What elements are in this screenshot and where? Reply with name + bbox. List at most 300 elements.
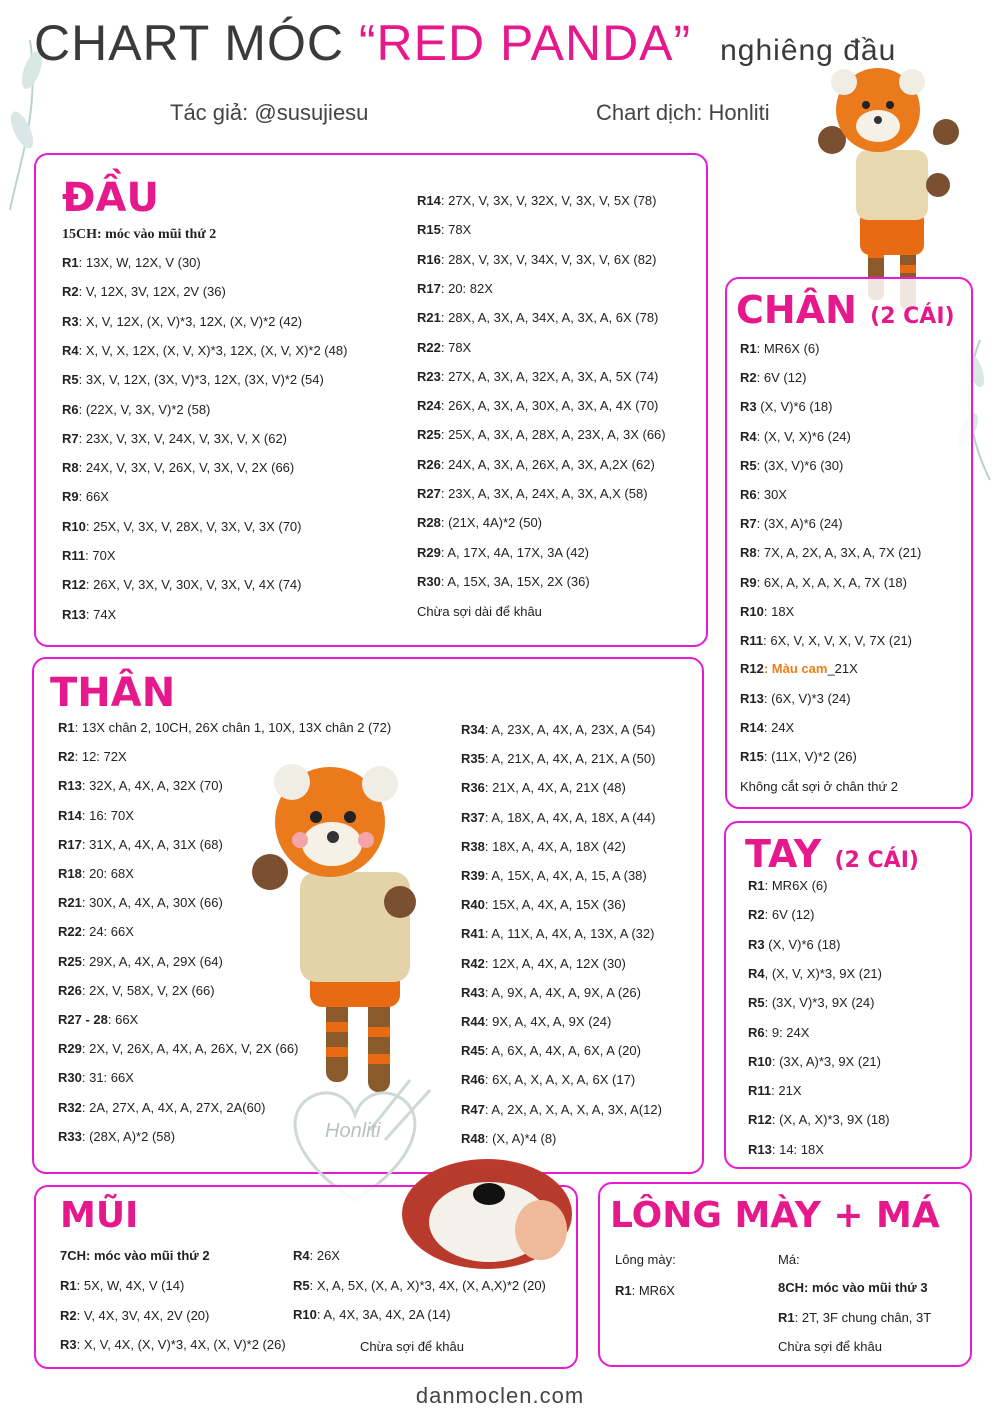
head-left-row-value: : (22X, V, 3X, V)*2 (58) <box>78 401 211 417</box>
nose-right-row-value: : A, 4X, 3A, 4X, 2A (14) <box>316 1307 451 1322</box>
leg-row-key: R10 <box>740 603 764 619</box>
head-right-row-key: R22 <box>417 339 441 355</box>
leg-row-key: R9 <box>740 574 757 590</box>
body-right-row <box>461 1043 641 1058</box>
head-intro: 15CH: móc vào mũi thứ 2 <box>62 227 217 242</box>
leg-2-row-key: R13 <box>740 691 764 706</box>
nose-left-row <box>60 1308 209 1323</box>
arm-row-value: : 21X <box>771 1083 802 1099</box>
translator: Chart dịch: Honliti <box>596 100 770 125</box>
head-right-row-value: : 26X, A, 3X, A, 30X, A, 3X, A, 4X (70) <box>440 398 659 414</box>
leg-row-key: R3 <box>740 399 757 415</box>
body-right-row <box>461 722 655 737</box>
arm-row <box>748 1054 881 1069</box>
body-right-row <box>461 839 626 854</box>
nose-right-row-value: : X, A, 5X, (X, A, X)*3, 4X, (X, A,X)*2 (20) <box>309 1277 546 1293</box>
arm-row <box>748 1083 802 1098</box>
body-right-row <box>461 926 654 941</box>
arm-row-key: R12 <box>748 1112 772 1128</box>
leg-row <box>740 633 912 648</box>
body-right-row-value: : 6X, A, X, A, X, A, 6X (17) <box>484 1072 636 1088</box>
cheek-label: Má: <box>778 1252 800 1267</box>
head-right-row-key: R29 <box>417 544 441 560</box>
body-right-row-value: : A, 6X, A, 4X, A, 6X, A (20) <box>484 1043 641 1059</box>
head-right-row <box>417 310 658 325</box>
nose-left-row-value: : X, V, 4X, (X, V)*3, 4X, (X, V)*2 (26) <box>76 1337 286 1352</box>
head-right-row-value: : 78X <box>440 339 472 355</box>
title-suffix: nghiêng đầu <box>720 34 897 67</box>
leg-row-r12 <box>740 661 858 676</box>
leg-row-value: (X, V)*6 (18) <box>756 399 833 415</box>
body-left-row-value: : 31X, A, 4X, A, 31X (68) <box>81 836 223 852</box>
body-left-row-value: : 2A, 27X, A, 4X, A, 27X, 2A(60) <box>81 1099 266 1115</box>
leg-row-key: R5 <box>740 457 757 473</box>
arm-row-value: : (X, A, X)*3, 9X (18) <box>771 1112 890 1128</box>
author: Tác giả: @susujiesu <box>170 100 369 125</box>
head-right-row-key: R16 <box>417 251 441 267</box>
body-right-row-key: R40 <box>461 897 485 913</box>
leg-heading-count: (2 CÁI) <box>870 304 955 329</box>
body-left-row <box>58 895 223 910</box>
body-right-row <box>461 780 626 795</box>
arm-row-value: : 14: 18X <box>771 1141 824 1157</box>
body-left-row-value: : 66X <box>107 1012 139 1027</box>
cheek-r1-value: : 2T, 3F chung chân, 3T <box>794 1310 932 1325</box>
head-heading: ĐẦU <box>62 175 159 221</box>
head-right-row <box>417 398 658 413</box>
body-left-row-key: R14 <box>58 807 82 823</box>
arm-row-value: : 9: 24X <box>764 1024 810 1040</box>
arm-row-key: R6 <box>748 1024 765 1040</box>
head-left-row <box>62 372 324 387</box>
body-right-row-key: R47 <box>461 1101 485 1117</box>
body-left-row-value: : 2X, V, 26X, A, 4X, A, 26X, V, 2X (66) <box>81 1041 299 1057</box>
body-left-row-value: : (28X, A)*2 (58) <box>81 1128 176 1144</box>
body-right-row-key: R39 <box>461 868 485 883</box>
brow-cheek-heading: LÔNG MÀY + MÁ <box>610 1195 940 1236</box>
body-left-row-value: : 31: 66X <box>81 1070 134 1086</box>
arm-row-value: : MR6X (6) <box>764 878 828 893</box>
nose-right-row <box>293 1248 340 1263</box>
body-left-row-key: R21 <box>58 895 82 911</box>
leg-row <box>740 399 832 414</box>
head-left-row-value: : 3X, V, 12X, (3X, V)*3, 12X, (3X, V)*2 (54) <box>78 372 324 388</box>
leg-2-row-key: R15 <box>740 749 764 765</box>
brow-r1-key: R1 <box>615 1283 632 1298</box>
body-left-row-key: R29 <box>58 1041 82 1057</box>
leg-r12-rest: _21X <box>827 661 858 676</box>
body-right-row-value: : A, 2X, A, X, A, X, A, 3X, A(12) <box>484 1101 662 1117</box>
leg-row-key: R4 <box>740 428 757 444</box>
leg-row-value: : (3X, A)*6 (24) <box>756 516 843 532</box>
head-right-row <box>417 457 655 472</box>
body-right-row <box>461 985 641 1000</box>
leg-row <box>740 487 787 502</box>
head-right-row <box>417 574 590 589</box>
body-left-row-key: R22 <box>58 924 82 940</box>
body-right-row <box>461 1072 635 1087</box>
head-left-row-key: R12 <box>62 577 86 593</box>
head-right-row-value: : 27X, V, 3X, V, 32X, V, 3X, V, 5X (78) <box>440 193 657 208</box>
arm-row <box>748 966 882 981</box>
body-left-row <box>58 1100 265 1115</box>
body-right-row-key: R44 <box>461 1014 485 1029</box>
body-right-row-value: : 15X, A, 4X, A, 15X (36) <box>484 897 626 913</box>
leg-row <box>740 575 907 590</box>
body-right-row-value: : A, 18X, A, 4X, A, 18X, A (44) <box>484 809 656 825</box>
head-left-row <box>62 343 347 358</box>
nose-left-row-value: : V, 4X, 3V, 4X, 2V (20) <box>76 1307 210 1323</box>
arm-row-key: R11 <box>748 1083 772 1099</box>
head-left-row-value: : 74X <box>85 606 117 622</box>
head-left-row-key: R11 <box>62 548 86 563</box>
arm-row-key: R5 <box>748 995 765 1011</box>
body-left-row <box>58 749 127 764</box>
head-left-row-key: R9 <box>62 489 79 505</box>
arm-row <box>748 995 874 1010</box>
head-left-row-key: R1 <box>62 255 79 270</box>
body-left-row-key: R25 <box>58 953 82 969</box>
body-right-row-value: : A, 9X, A, 4X, A, 9X, A (26) <box>484 984 641 1000</box>
body-right-row-value: : A, 21X, A, 4X, A, 21X, A (50) <box>484 751 656 767</box>
body-right-row-key: R41 <box>461 926 485 942</box>
head-left-row <box>62 431 287 446</box>
body-left-row <box>58 866 134 881</box>
head-left-row <box>62 548 116 563</box>
red-panda-photo-center <box>250 762 450 1092</box>
arm-row-key: R2 <box>748 907 765 923</box>
head-right-row-value: : 20: 82X <box>440 280 493 296</box>
head-left-row <box>62 577 301 592</box>
arm-row-value: (X, V)*6 (18) <box>764 936 841 952</box>
cheek-r1-key: R1 <box>778 1310 795 1325</box>
body-left-row-value: : 20: 68X <box>81 866 134 881</box>
body-right-row <box>461 897 626 912</box>
head-left-row-value: : 25X, V, 3X, V, 28X, V, 3X, V, 3X (70) <box>85 518 302 534</box>
leg-2-row-key: R14 <box>740 720 764 736</box>
arm-row <box>748 1112 890 1127</box>
leg-row <box>740 516 843 531</box>
head-right-row-key: R24 <box>417 398 441 414</box>
head-right-row <box>417 369 658 384</box>
arm-row <box>748 937 840 952</box>
body-left-row <box>58 1012 138 1027</box>
head-right-row <box>417 193 656 208</box>
head-right-row-value: : 25X, A, 3X, A, 28X, A, 23X, A, 3X (66) <box>440 427 666 443</box>
head-left-row-key: R7 <box>62 430 79 446</box>
arm-row <box>748 878 827 893</box>
head-right-row-key: R14 <box>417 193 441 208</box>
head-right-row-value: : 28X, A, 3X, A, 34X, A, 3X, A, 6X (78) <box>440 310 659 326</box>
body-left-row-value: : 32X, A, 4X, A, 32X (70) <box>81 778 223 794</box>
leg-row <box>740 545 921 560</box>
head-right-row-value: : (21X, 4A)*2 (50) <box>440 515 543 531</box>
leg-row <box>740 604 794 619</box>
arm-row-key: R10 <box>748 1053 772 1069</box>
head-left-row-key: R2 <box>62 284 79 300</box>
nose-intro: 7CH: móc vào mũi thứ 2 <box>60 1248 210 1263</box>
arm-row-key: R1 <box>748 878 765 893</box>
leg-2-row <box>740 749 857 764</box>
nose-right-row-value: : 26X <box>309 1248 340 1263</box>
page-title <box>34 14 896 72</box>
body-right-row-key: R46 <box>461 1072 485 1088</box>
arm-row-value: , (X, V, X)*3, 9X (21) <box>764 965 882 981</box>
cheek-r1 <box>778 1310 931 1325</box>
body-right-row-value: : A, 23X, A, 4X, A, 23X, A (54) <box>484 722 656 737</box>
body-right-row-key: R42 <box>461 955 485 971</box>
leg-row-value: : MR6X (6) <box>756 341 820 356</box>
head-right-row-key: R28 <box>417 515 441 531</box>
leg-row-value: : (3X, V)*6 (30) <box>756 457 844 473</box>
leg-note: Không cắt sợi ở chân thứ 2 <box>740 779 899 794</box>
body-left-row-key: R2 <box>58 749 75 765</box>
leg-2-row-value: : 24X <box>763 720 795 736</box>
body-right-row-value: : A, 11X, A, 4X, A, 13X, A (32) <box>484 926 655 942</box>
arm-heading-label: TAY <box>745 832 822 876</box>
body-right-row <box>461 956 626 971</box>
leg-row <box>740 341 819 356</box>
body-left-row-key: R32 <box>58 1099 82 1115</box>
head-left-row <box>62 284 226 299</box>
head-left-row-key: R10 <box>62 518 86 534</box>
leg-row-value: : 6X, V, X, V, X, V, 7X (21) <box>763 633 913 648</box>
leg-2-row-value: : (11X, V)*2 (26) <box>763 749 857 765</box>
head-right-row-key: R30 <box>417 573 441 589</box>
leg-r12-key: R12 <box>740 661 764 676</box>
head-right-row <box>417 281 493 296</box>
nose-right-row-key: R10 <box>293 1307 317 1322</box>
body-right-row <box>461 868 647 883</box>
head-right-row-key: R27 <box>417 486 441 501</box>
body-left-row <box>58 720 391 735</box>
head-right-row-key: R25 <box>417 427 441 443</box>
leg-row-value: : 7X, A, 2X, A, 3X, A, 7X (21) <box>756 545 922 561</box>
nose-left-row-key: R1 <box>60 1278 77 1293</box>
leg-row-value: : 30X <box>756 487 787 502</box>
leg-row <box>740 370 806 385</box>
head-left-row <box>62 519 301 534</box>
body-right-row <box>461 1131 556 1146</box>
head-right-row-value: : 23X, A, 3X, A, 24X, A, 3X, A,X (58) <box>440 486 648 501</box>
nose-right-row <box>293 1278 546 1293</box>
body-left-row <box>58 808 134 823</box>
body-right-row-key: R38 <box>461 838 485 854</box>
body-right-row <box>461 810 655 825</box>
leg-row-value: : 6X, A, X, A, X, A, 7X (18) <box>756 574 907 590</box>
head-right-row <box>417 222 471 237</box>
body-left-row-key: R18 <box>58 866 82 881</box>
nose-note: Chừa sợi để khâu <box>360 1339 464 1354</box>
leg-row-key: R11 <box>740 633 764 648</box>
body-left-row-key: R17 <box>58 836 82 852</box>
head-right-row <box>417 486 648 501</box>
body-left-row-key: R27 - 28 <box>58 1012 108 1027</box>
body-left-row <box>58 954 223 969</box>
body-left-row <box>58 837 223 852</box>
head-left-row-value: : V, 12X, 3V, 12X, 2V (36) <box>78 284 226 300</box>
head-right-row-value: : A, 17X, 4A, 17X, 3A (42) <box>440 544 590 560</box>
cheek-note: Chừa sợi để khâu <box>778 1339 882 1354</box>
head-right-row-key: R15 <box>417 222 441 238</box>
body-left-row <box>58 778 223 793</box>
head-right-row <box>417 252 656 267</box>
head-left-row-key: R8 <box>62 460 79 476</box>
head-left-row-value: : 70X <box>85 548 116 563</box>
cheek-intro: 8CH: móc vào mũi thứ 3 <box>778 1280 928 1295</box>
body-left-row-key: R1 <box>58 720 75 735</box>
body-right-row <box>461 1014 611 1029</box>
body-right-row <box>461 751 655 766</box>
head-left-row-value: : 13X, W, 12X, V (30) <box>78 255 201 270</box>
leg-row-key: R8 <box>740 545 757 561</box>
head-right-row <box>417 515 542 530</box>
leg-row <box>740 429 851 444</box>
head-left-row-key: R5 <box>62 372 79 388</box>
head-left-row-value: : 23X, V, 3X, V, 24X, V, 3X, V, X (62) <box>78 430 288 446</box>
head-left-row-key: R6 <box>62 401 79 417</box>
leg-r12-color: : Màu cam <box>763 661 828 676</box>
body-left-row <box>58 1129 175 1144</box>
body-left-row-key: R13 <box>58 778 82 794</box>
body-left-row-key: R33 <box>58 1128 82 1144</box>
leg-row <box>740 458 843 473</box>
head-left-row-key: R3 <box>62 313 79 329</box>
head-right-row-value: : 28X, V, 3X, V, 34X, V, 3X, V, 6X (82) <box>440 251 657 267</box>
leg-2-row <box>740 691 851 706</box>
nose-left-row-key: R3 <box>60 1337 77 1352</box>
nose-right-row-key: R4 <box>293 1248 310 1263</box>
body-left-row-key: R30 <box>58 1070 82 1086</box>
head-left-row-value: : X, V, X, 12X, (X, V, X)*3, 12X, (X, V, X)*2 (48) <box>78 342 348 358</box>
body-left-row <box>58 1070 134 1085</box>
title-prefix: CHART MÓC <box>34 15 344 71</box>
head-right-row-key: R21 <box>417 310 441 326</box>
body-left-row-value: : 12: 72X <box>74 749 127 765</box>
head-right-row-value: : 27X, A, 3X, A, 32X, A, 3X, A, 5X (74) <box>440 368 659 384</box>
leg-row-value: : 18X <box>763 603 795 619</box>
leg-heading-label: CHÂN <box>736 288 857 332</box>
body-right-row-key: R43 <box>461 984 485 1000</box>
head-right-row-key: R26 <box>417 456 441 472</box>
body-left-row-value: : 16: 70X <box>81 807 134 823</box>
body-right-row-key: R35 <box>461 751 485 767</box>
arm-row <box>748 1142 824 1157</box>
leg-2-row-value: : (6X, V)*3 (24) <box>763 691 851 706</box>
arm-heading-count: (2 CÁI) <box>834 848 919 873</box>
head-right-row-key: R23 <box>417 368 441 384</box>
nose-left-row <box>60 1278 184 1293</box>
body-left-row-value: : 13X chân 2, 10CH, 26X chân 1, 10X, 13X chân 2 (72) <box>74 720 392 735</box>
body-right-row-key: R45 <box>461 1043 485 1059</box>
head-left-row <box>62 314 302 329</box>
head-note: Chừa sợi dài để khâu <box>417 604 542 619</box>
head-left-row-value: : 66X <box>78 489 109 505</box>
body-right-row-value: : 21X, A, 4X, A, 21X (48) <box>484 780 626 796</box>
watermark-text: Honliti <box>325 1120 381 1142</box>
body-heading: THÂN <box>50 670 176 716</box>
nose-photo <box>401 1158 573 1270</box>
arm-row-value: : (3X, V)*3, 9X (24) <box>764 995 875 1011</box>
leg-2-row <box>740 720 794 735</box>
leg-row-key: R7 <box>740 516 757 532</box>
head-right-row-value: : A, 15X, 3A, 15X, 2X (36) <box>440 573 590 589</box>
head-left-row-value: : X, V, 12X, (X, V)*3, 12X, (X, V)*2 (42) <box>78 313 303 329</box>
body-right-row-value: : 12X, A, 4X, A, 12X (30) <box>484 955 626 971</box>
arm-row-key: R3 <box>748 936 765 952</box>
body-left-row-value: : 24: 66X <box>81 924 134 940</box>
head-left-row-key: R4 <box>62 342 79 358</box>
nose-left-row-value: : 5X, W, 4X, V (14) <box>76 1278 185 1293</box>
nose-heading: MŨI <box>60 1195 139 1236</box>
body-left-row-value: : 30X, A, 4X, A, 30X (66) <box>81 895 223 911</box>
arm-row-value: : 6V (12) <box>764 907 815 923</box>
footer-site: danmoclen.com <box>415 1383 585 1408</box>
head-right-row <box>417 545 589 560</box>
body-right-row-value: : 9X, A, 4X, A, 9X (24) <box>484 1014 612 1029</box>
head-left-row-key: R13 <box>62 606 86 622</box>
arm-heading <box>745 832 919 876</box>
head-left-row-value: : 26X, V, 3X, V, 30X, V, 3X, V, 4X (74) <box>85 577 302 593</box>
title-name: “RED PANDA” <box>358 15 692 71</box>
body-right-row-key: R37 <box>461 809 485 825</box>
brow-r1 <box>615 1283 675 1298</box>
leg-row-key: R6 <box>740 487 757 502</box>
body-right-row <box>461 1102 662 1117</box>
nose-left-row-key: R2 <box>60 1307 77 1323</box>
body-right-row-key: R34 <box>461 722 485 737</box>
leg-row-value: : 6V (12) <box>756 370 807 386</box>
body-left-row-key: R26 <box>58 982 82 998</box>
head-left-row <box>62 607 116 622</box>
body-left-row-value: : 2X, V, 58X, V, 2X (66) <box>81 982 215 998</box>
leg-row-key: R2 <box>740 370 757 386</box>
body-right-row-value: : (X, A)*4 (8) <box>484 1130 557 1146</box>
arm-row <box>748 1025 809 1040</box>
arm-row-key: R4 <box>748 965 765 981</box>
head-right-row <box>417 340 471 355</box>
arm-row-value: : (3X, A)*3, 9X (21) <box>771 1053 881 1069</box>
head-left-row <box>62 460 294 475</box>
body-right-row-value: : 18X, A, 4X, A, 18X (42) <box>484 838 626 854</box>
nose-left-row <box>60 1337 286 1352</box>
nose-right-row-key: R5 <box>293 1277 310 1293</box>
body-right-row-value: : A, 15X, A, 4X, A, 15, A (38) <box>484 868 647 883</box>
head-right-row-value: : 24X, A, 3X, A, 26X, A, 3X, A,2X (62) <box>440 456 655 472</box>
head-right-row-value: : 78X <box>440 222 472 238</box>
body-right-row-key: R48 <box>461 1130 485 1146</box>
head-left-row-value: : 24X, V, 3X, V, 26X, V, 3X, V, 2X (66) <box>78 460 295 476</box>
arm-row <box>748 907 814 922</box>
head-left-row <box>62 255 201 270</box>
head-left-row <box>62 402 210 417</box>
leg-row-key: R1 <box>740 341 757 356</box>
body-left-row-value: : 29X, A, 4X, A, 29X (64) <box>81 953 223 969</box>
body-right-row-key: R36 <box>461 780 485 796</box>
head-right-row-key: R17 <box>417 280 441 296</box>
head-left-row <box>62 489 109 504</box>
head-right-row <box>417 427 666 442</box>
leg-heading <box>736 288 955 332</box>
arm-row-key: R13 <box>748 1141 772 1157</box>
brow-label: Lông mày: <box>615 1252 676 1267</box>
leg-row-value: : (X, V, X)*6 (24) <box>756 428 851 444</box>
body-left-row <box>58 924 134 939</box>
body-left-row <box>58 983 215 998</box>
brow-r1-value: : MR6X <box>631 1283 675 1298</box>
red-panda-photo-top <box>808 60 968 310</box>
nose-right-row <box>293 1307 451 1322</box>
